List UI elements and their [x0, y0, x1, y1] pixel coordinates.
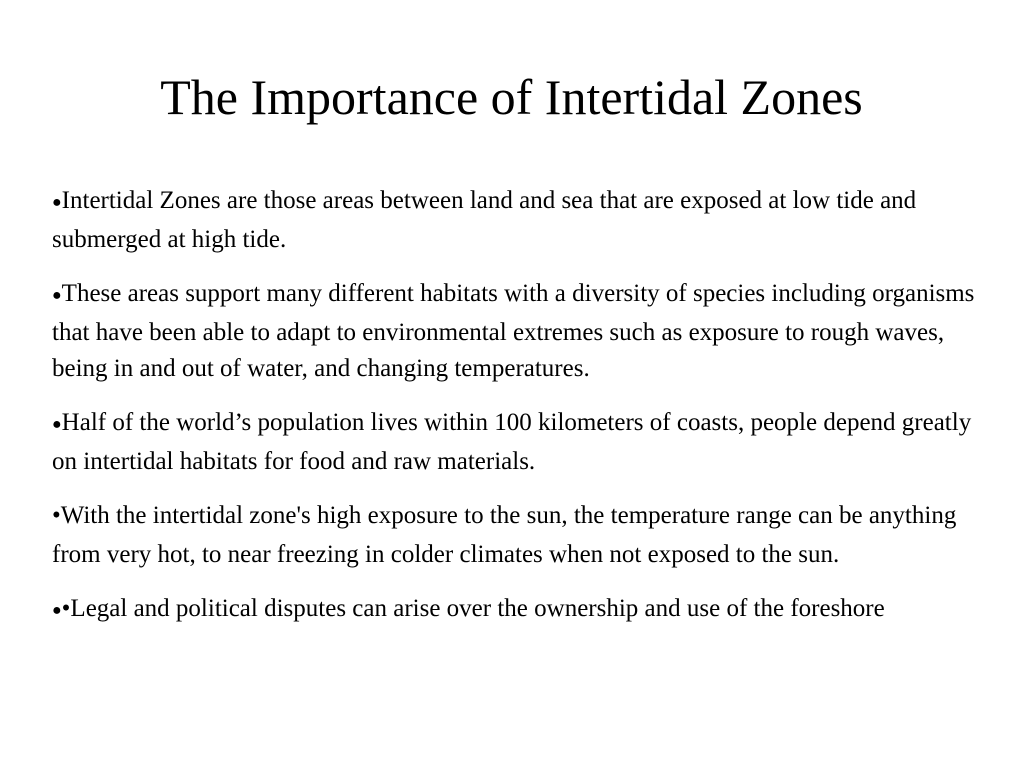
bullet-paragraph-5 — [52, 591, 982, 630]
slide-title: The Importance of Intertidal Zones — [160, 69, 863, 125]
bullet-paragraph-4 — [52, 498, 982, 573]
slide-body — [52, 183, 982, 648]
paragraph-text: These areas support many different habitats with a diversity of species including organisms that have been able to adapt to environmental extremes such as exposure to rough waves, being in and out of water, and changing temperatures. — [52, 280, 975, 382]
paragraph-text: •Legal and political disputes can arise over the ownership and use of the foreshore — [61, 595, 885, 622]
bullet-dot-icon: ● — [52, 194, 62, 211]
bullet-paragraph-2 — [52, 276, 982, 387]
bullet-dot-icon: ● — [52, 287, 62, 304]
paragraph-text: Half of the world’s population lives within 100 kilometers of coasts, people depend greatly on intertidal habitats for food and raw materials. — [52, 409, 972, 475]
bullet-paragraph-3 — [52, 405, 982, 480]
bullet-dot-icon: ● — [52, 416, 62, 433]
bullet-paragraph-1 — [52, 183, 982, 258]
paragraph-text: •With the intertidal zone's high exposure to the sun, the temperature range can be anything from very hot, to near freezing in colder climates when not exposed to the sun. — [52, 502, 957, 568]
bullet-dot-icon: ● — [52, 602, 62, 619]
paragraph-text: Intertidal Zones are those areas between land and sea that are exposed at low tide and submerged at high tide. — [52, 187, 917, 253]
